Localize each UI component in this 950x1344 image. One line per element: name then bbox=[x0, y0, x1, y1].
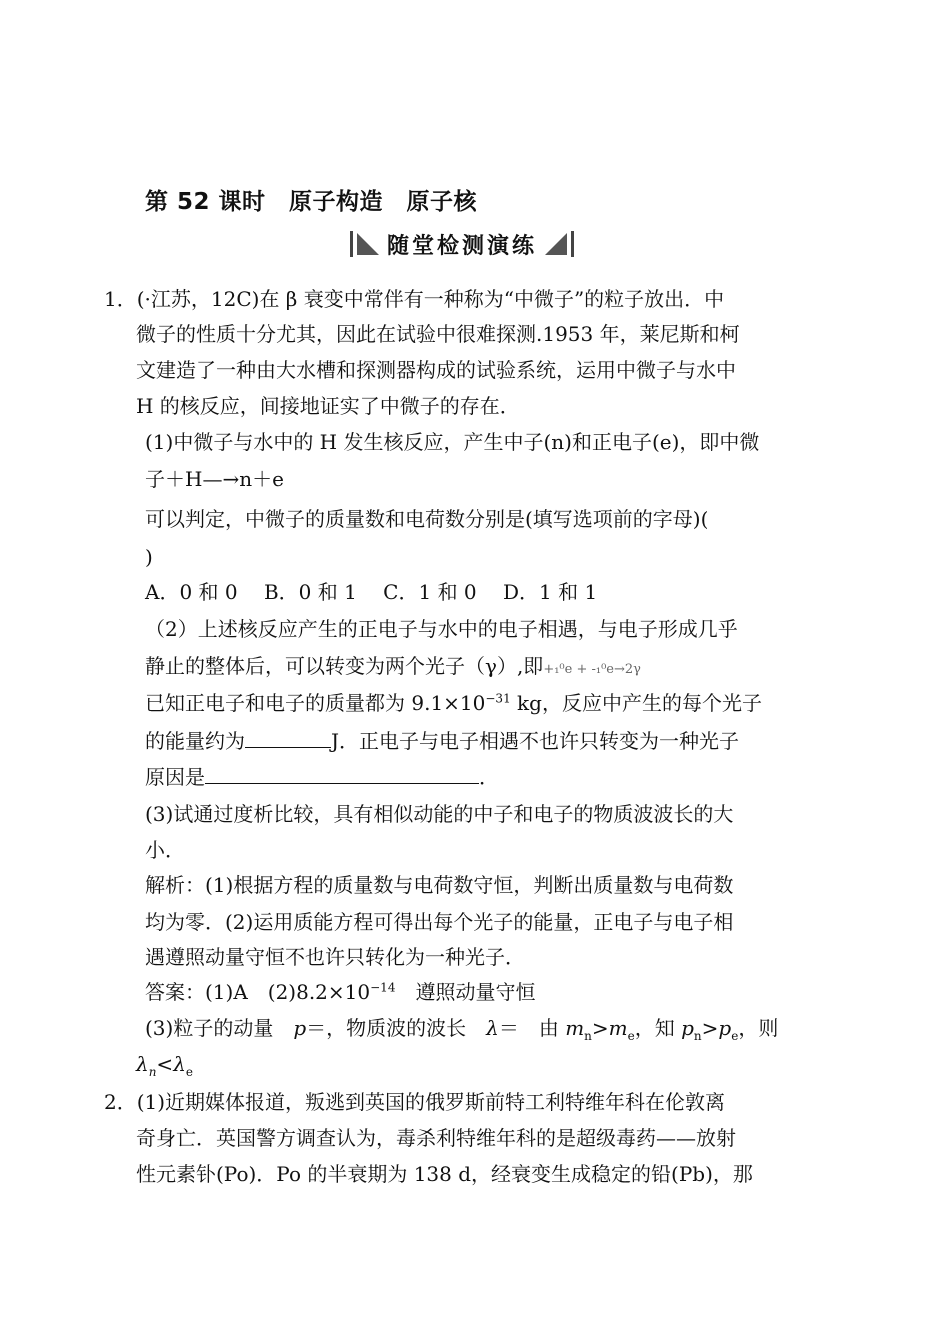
analysis-line-3: 遇遵照动量守恒不也许只转化为一种光子． bbox=[145, 945, 525, 969]
reason-answer-blank[interactable] bbox=[205, 765, 479, 784]
analysis-line-1: 解析：(1)根据方程的质量数与电荷数守恒，判断出质量数与电荷数 bbox=[145, 873, 734, 897]
q2-line-3: 性元素钋(Po)．Po 的半衰期为 138 d，经衰变生成稳定的铅(Pb)，那 bbox=[136, 1162, 753, 1186]
q1-part1-line-2: 子＋H—→n＋e bbox=[145, 467, 284, 491]
gt-sign-2: > bbox=[701, 1016, 719, 1040]
q1-part2-line-5 bbox=[145, 765, 499, 789]
lambda-symbol-e: λ bbox=[173, 1052, 186, 1076]
reason-prompt: 原因是 bbox=[145, 765, 205, 789]
reason-prompt-end: ． bbox=[479, 765, 499, 789]
answer3-text-a: (3)粒子的动量 bbox=[145, 1016, 294, 1040]
banner-right-triangle-icon bbox=[545, 233, 567, 255]
q2-line-2: 奇身亡．英国警方调查认为，毒杀利特维年科的是超级毒药——放射 bbox=[136, 1126, 736, 1150]
answer-line-1 bbox=[145, 980, 535, 1004]
q1-part1-line-1: (1)中微子与水中的 H 发生核反应，产生中子(n)和正电子(e)，即中微 bbox=[145, 430, 760, 454]
q1-part2-text: 静止的整体后，可以转变为两个光子（γ）,即 bbox=[145, 654, 544, 678]
sub-n-2: n bbox=[693, 1029, 702, 1043]
mass-symbol-e: m bbox=[608, 1016, 628, 1040]
banner-left-bar bbox=[350, 231, 353, 257]
sub-n-3: n bbox=[148, 1065, 157, 1079]
answer-text-after: 遵照动量守恒 bbox=[395, 980, 536, 1004]
banner-right-bar bbox=[571, 231, 574, 257]
q1-part1-line-4: ) bbox=[145, 545, 153, 569]
momentum-symbol-e: p bbox=[718, 1016, 732, 1040]
mass-text: 已知正电子和电子的质量都为 9.1×10 bbox=[145, 691, 486, 715]
q1-part2-line-1: （2）上述核反应产生的正电子与水中的电子相遇，与电子形成几乎 bbox=[145, 617, 738, 641]
q1-part2-line-4 bbox=[145, 729, 739, 753]
annihilation-equation: +₁⁰e + -₁⁰e→2γ bbox=[543, 662, 641, 677]
energy-prompt: 的能量约为 bbox=[145, 729, 245, 753]
answer-line-2 bbox=[145, 1016, 779, 1043]
sub-e: e bbox=[627, 1029, 635, 1043]
energy-prompt-after: J．正电子与电子相遇不也许只转变为一种光子 bbox=[331, 729, 740, 753]
analysis-line-2: 均为零．(2)运用质能方程可得出每个光子的能量，正电子与电子相 bbox=[145, 910, 734, 934]
momentum-symbol-n: p bbox=[681, 1016, 694, 1040]
sub-n: n bbox=[584, 1029, 592, 1043]
answer-line-3 bbox=[136, 1052, 193, 1079]
q1-line-2: 微子的性质十分尤其，因此在试验中很难探测.1953 年，莱尼斯和柯 bbox=[136, 322, 740, 346]
banner-left-triangle-icon bbox=[357, 233, 379, 255]
q2-line-1: 2．(1)近期媒体报道，叛逃到英国的俄罗斯前特工利特维年科在伦敦离 bbox=[104, 1090, 726, 1114]
q1-part2-line-2 bbox=[145, 654, 641, 682]
lesson-title: 第 52 课时 原子构造 原子核 bbox=[145, 189, 478, 215]
answer3-text-d: ，知 bbox=[634, 1016, 682, 1040]
mass-exponent: −31 bbox=[485, 691, 511, 706]
lambda-symbol-n: λ bbox=[136, 1052, 149, 1076]
energy-answer-blank[interactable] bbox=[245, 729, 331, 748]
answer-exponent: −14 bbox=[370, 980, 396, 995]
q1-part3-line-2: 小． bbox=[145, 838, 185, 862]
momentum-symbol: p bbox=[293, 1016, 307, 1040]
banner-title: 随堂检测演练 bbox=[387, 233, 538, 259]
sub-e-3: e bbox=[185, 1065, 193, 1079]
q1-line-4: H 的核反应，间接地证实了中微子的存在． bbox=[136, 394, 520, 418]
answer-text: 答案：(1)A (2)8.2×10 bbox=[145, 980, 371, 1004]
q1-part2-line-3 bbox=[145, 691, 762, 715]
lt-sign: < bbox=[156, 1052, 174, 1076]
q1-options: A．0 和 0 B．0 和 1 C．1 和 0 D．1 和 1 bbox=[145, 580, 598, 604]
section-banner bbox=[350, 228, 574, 260]
q1-line-1: 1．(·江苏，12C)在 β 衰变中常伴有一种称为“中微子”的粒子放出．中 bbox=[104, 287, 725, 311]
q1-part1-line-3: 可以判定，中微子的质量数和电荷数分别是(填写选项前的字母)( bbox=[145, 507, 709, 531]
mass-symbol-n: m bbox=[565, 1016, 585, 1040]
answer3-text-b: ＝，物质波的波长 bbox=[306, 1016, 487, 1040]
q1-part3-line-1: (3)试通过度析比较，具有相似动能的中子和电子的物质波波长的大 bbox=[145, 802, 734, 826]
sub-e-2: e bbox=[731, 1029, 739, 1043]
gt-sign: > bbox=[591, 1016, 609, 1040]
mass-text-after: kg，反应中产生的每个光子 bbox=[510, 691, 762, 715]
answer3-text-c: ＝ 由 bbox=[498, 1016, 566, 1040]
q1-line-3: 文建造了一种由大水槽和探测器构成的试验系统，运用中微子与水中 bbox=[136, 358, 736, 382]
wavelength-symbol: λ bbox=[486, 1016, 499, 1040]
answer3-text-f: ，则 bbox=[738, 1016, 779, 1040]
